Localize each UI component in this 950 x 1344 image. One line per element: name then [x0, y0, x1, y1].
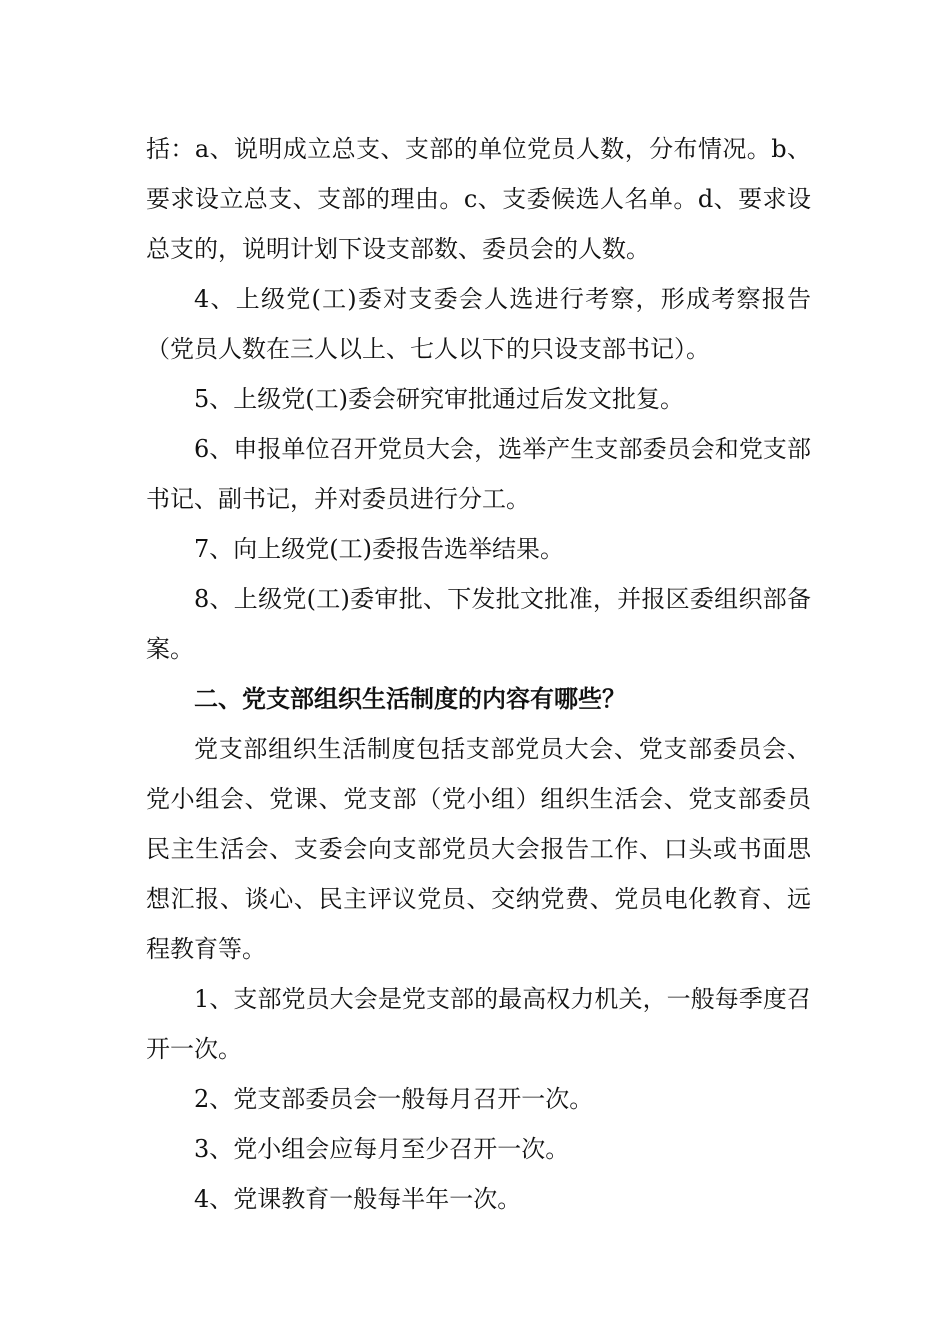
- paragraph-continuation: 括：a、说明成立总支、支部的单位党员人数，分布情况。b、要求设立总支、支部的理由。c、支委候选人名单。d、要求设总支的，说明计划下设支部数、委员会的人数。: [146, 135, 811, 263]
- paragraph-overview: 党支部组织生活制度包括支部党员大会、党支部委员会、党小组会、党课、党支部（党小组）组织生活会、党支部委员民主生活会、支委会向支部党员大会报告工作、口头或书面思想汇报、谈心、民主评议党员、交纳党费、党员电化教育、远程教育等。: [146, 735, 811, 963]
- paragraph-rule-4: 4、党课教育一般每半年一次。: [194, 1185, 522, 1213]
- paragraph-rule-3: 3、党小组会应每月至少召开一次。: [194, 1135, 570, 1163]
- paragraph-rule-2: 2、党支部委员会一般每月召开一次。: [194, 1085, 594, 1113]
- paragraph-item-7: 7、向上级党(工)委报告选举结果。: [194, 535, 564, 563]
- paragraph-item-6: 6、申报单位召开党员大会，选举产生支部委员会和党支部书记、副书记，并对委员进行分工。: [146, 435, 811, 513]
- section-heading: 二、党支部组织生活制度的内容有哪些？: [194, 684, 626, 713]
- paragraph-rule-1: 1、支部党员大会是党支部的最高权力机关，一般每季度召开一次。: [146, 985, 811, 1063]
- paragraph-item-5: 5、上级党(工)委会研究审批通过后发文批复。: [194, 385, 684, 413]
- paragraph-item-4: 4、上级党(工)委对支委会人选进行考察，形成考察报告（党员人数在三人以上、七人以下的只设支部书记）。: [146, 285, 811, 363]
- paragraph-item-8: 8、上级党(工)委审批、下发批文批准，并报区委组织部备案。: [146, 585, 811, 663]
- document-page: [146, 124, 811, 1224]
